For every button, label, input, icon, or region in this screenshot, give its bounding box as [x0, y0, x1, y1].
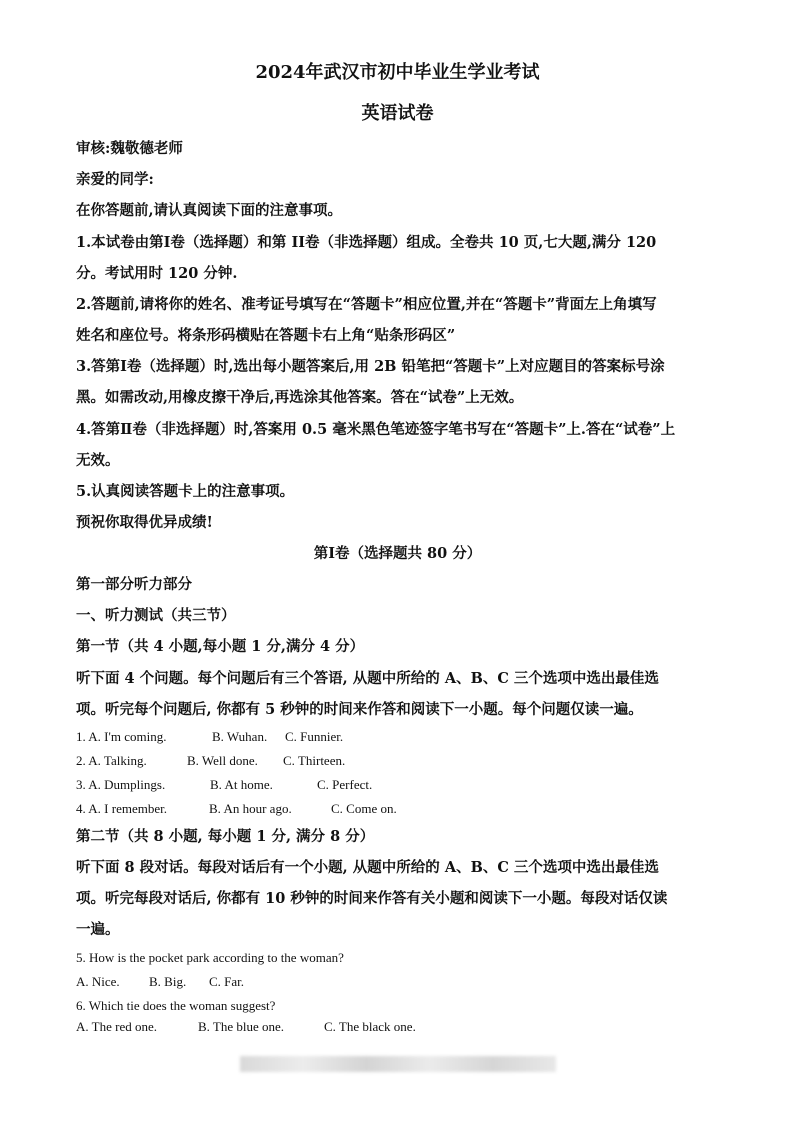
- question-5-options: [76, 974, 244, 990]
- q3-option-c: C. Perfect.: [317, 777, 373, 792]
- question-6-stem: 6. Which tie does the woman suggest?: [76, 998, 276, 1013]
- notice-1-line-2: 分。考试用时 120 分钟.: [76, 265, 238, 282]
- section-2-heading: 第二节（共 8 小题, 每小题 1 分, 满分 8 分）: [76, 828, 375, 845]
- notice-3-line-1: 3.答第Ⅰ卷（选择题）时,选出每小题答案后,用 2B 铅笔把“答题卡”上对应题目的答案标号涂: [76, 358, 665, 375]
- section-2-instructions-line-3: 一遍。: [76, 921, 120, 938]
- q6-option-a: A. The red one.: [76, 1019, 157, 1031]
- question-4: [76, 801, 397, 817]
- question-3: [76, 777, 372, 793]
- notice-3-line-2: 黑。如需改动,用橡皮擦干净后,再选涂其他答案。答在“试卷”上无效。: [76, 389, 524, 406]
- q4-option-b: B. An hour ago.: [209, 801, 292, 816]
- section-1-instructions-line-1: 听下面 4 个问题。每个问题后有三个答语, 从题中所给的 A、B、C 三个选项中选出最佳选: [76, 670, 659, 687]
- notice-4-line-1: 4.答第Ⅱ卷（非选择题）时,答案用 0.5 毫米黑色笔迹签字笔书写在“答题卡”上.答在“试卷”上: [76, 421, 676, 438]
- q2-option-a: 2. A. Talking.: [76, 753, 147, 768]
- page-cutoff: [0, 1019, 795, 1031]
- q3-option-b: B. At home.: [210, 777, 273, 792]
- part-1-heading: 第一部分听力部分: [76, 576, 192, 593]
- q2-option-b: B. Well done.: [187, 753, 258, 768]
- q4-option-a: 4. A. I remember.: [76, 801, 167, 816]
- q5-option-b: B. Big.: [149, 974, 187, 989]
- notice-2-line-2: 姓名和座位号。将条形码横贴在答题卡右上角“贴条形码区”: [76, 327, 456, 344]
- question-5-stem: 5. How is the pocket park according to the woman?: [76, 950, 344, 965]
- q1-option-a: 1. A. I'm coming.: [76, 729, 167, 744]
- notice-4-line-2: 无效。: [76, 452, 120, 469]
- volume-1-heading: 第Ⅰ卷（选择题共 80 分）: [313, 545, 482, 562]
- section-2-instructions-line-1: 听下面 8 段对话。每段对话后有一个小题, 从题中所给的 A、B、C 三个选项中选出最佳选: [76, 859, 659, 876]
- q5-option-c: C. Far.: [209, 974, 245, 989]
- notice-5: 5.认真阅读答题卡上的注意事项。: [76, 483, 295, 500]
- notice-lead: 在你答题前,请认真阅读下面的注意事项。: [76, 202, 343, 219]
- question-1: [76, 729, 343, 745]
- blurred-watermark: [240, 1056, 556, 1072]
- q6-option-c: C. The black one.: [324, 1019, 416, 1031]
- q6-option-b: B. The blue one.: [198, 1019, 285, 1031]
- question-2: [76, 753, 345, 769]
- question-6-options: [76, 1019, 416, 1031]
- exam-subtitle: 英语试卷: [361, 103, 434, 124]
- q5-option-a: A. Nice.: [76, 974, 120, 989]
- q4-option-c: C. Come on.: [331, 801, 397, 816]
- section-1-instructions-line-2: 项。听完每个问题后, 你都有 5 秒钟的时间来作答和阅读下一小题。每个问题仅读一遍。: [76, 701, 643, 718]
- notice-2-line-1: 2.答题前,请将你的姓名、准考证号填写在“答题卡”相应位置,并在“答题卡”背面左上角填写: [76, 296, 657, 313]
- q1-option-b: B. Wuhan.: [212, 729, 268, 744]
- greeting: 亲爱的同学:: [76, 171, 154, 188]
- q1-option-c: C. Funnier.: [285, 729, 344, 744]
- exam-title: 2024年武汉市初中毕业生学业考试: [255, 62, 540, 83]
- section-1-heading: 第一节（共 4 小题,每小题 1 分,满分 4 分）: [76, 638, 365, 655]
- q2-option-c: C. Thirteen.: [283, 753, 346, 768]
- listening-heading: 一、听力测试（共三节）: [76, 607, 236, 624]
- q3-option-a: 3. A. Dumplings.: [76, 777, 166, 792]
- notice-1-line-1: 1.本试卷由第Ⅰ卷（选择题）和第 II卷（非选择题）组成。全卷共 10 页,七大题,满分 120: [76, 234, 657, 251]
- reviewer-line: 审核:魏敬德老师: [76, 140, 183, 157]
- section-2-instructions-line-2: 项。听完每段对话后, 你都有 10 秒钟的时间来作答有关小题和阅读下一小题。每段对话仅读: [76, 890, 668, 907]
- good-luck-wish: 预祝你取得优异成绩!: [76, 514, 213, 531]
